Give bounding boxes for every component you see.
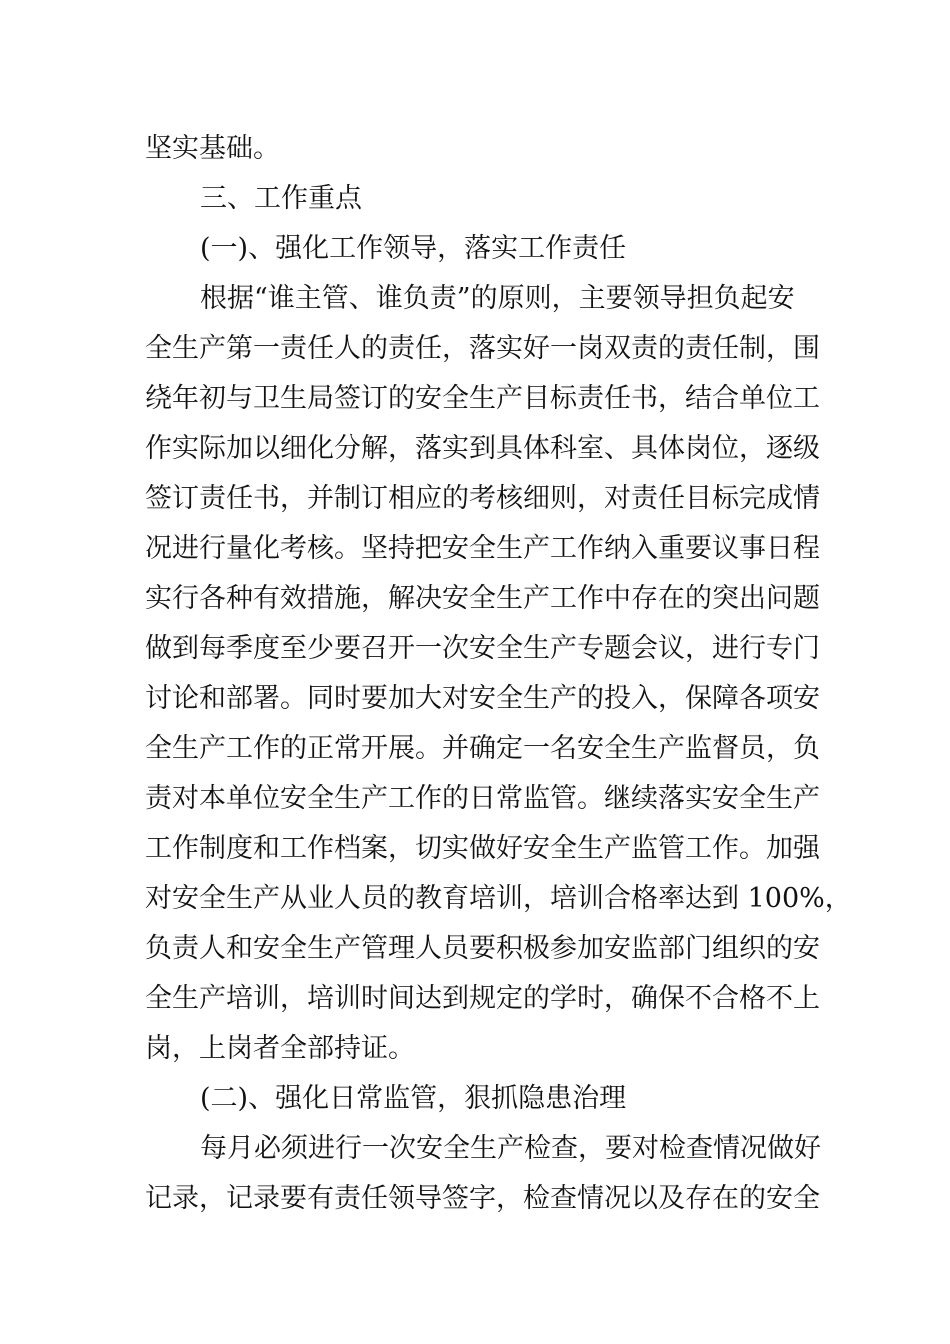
text-line: 作实际加以细化分解，落实到具体科室、具体岗位，逐级 [145, 433, 820, 464]
text-line: 实行各种有效措施，解决安全生产工作中存在的突出问题 [145, 583, 820, 614]
text-line: 绕年初与卫生局签订的安全生产目标责任书，结合单位工 [145, 383, 820, 414]
paragraph-first-line: 每月必须进行一次安全生产检查，要对检查情况做好 [200, 1133, 821, 1164]
text-line: 责对本单位安全生产工作的日常监管。继续落实安全生产 [145, 783, 820, 814]
text-line: 坚实基础。 [145, 133, 280, 164]
text-line: 岗，上岗者全部持证。 [145, 1033, 415, 1064]
section-heading: 三、工作重点 [200, 183, 362, 214]
subsection-heading: (一)、强化工作领导，落实工作责任 [200, 233, 627, 264]
subsection-heading: (二)、强化日常监管，狠抓隐患治理 [200, 1083, 627, 1114]
text-line: 负责人和安全生产管理人员要积极参加安监部门组织的安 [145, 933, 820, 964]
text-line: 记录，记录要有责任领导签字，检查情况以及存在的安全 [145, 1183, 820, 1214]
text-line: 讨论和部署。同时要加大对安全生产的投入，保障各项安 [145, 683, 820, 714]
text-line: 签订责任书，并制订相应的考核细则，对责任目标完成情 [145, 483, 820, 514]
text-line: 全生产第一责任人的责任，落实好一岗双责的责任制，围 [145, 333, 820, 364]
text-line: 做到每季度至少要召开一次安全生产专题会议，进行专门 [145, 633, 820, 664]
text-line: 全生产培训，培训时间达到规定的学时，确保不合格不上 [145, 983, 820, 1014]
text-line: 全生产工作的正常开展。并确定一名安全生产监督员，负 [145, 733, 820, 764]
text-line: 工作制度和工作档案，切实做好安全生产监管工作。加强 [145, 833, 820, 864]
text-line: 况进行量化考核。坚持把安全生产工作纳入重要议事日程 [145, 533, 820, 564]
paragraph-first-line: 根据“谁主管、谁负责”的原则，主要领导担负起安 [200, 283, 795, 314]
text-line: 对安全生产从业人员的教育培训，培训合格率达到 100%， [145, 883, 852, 914]
